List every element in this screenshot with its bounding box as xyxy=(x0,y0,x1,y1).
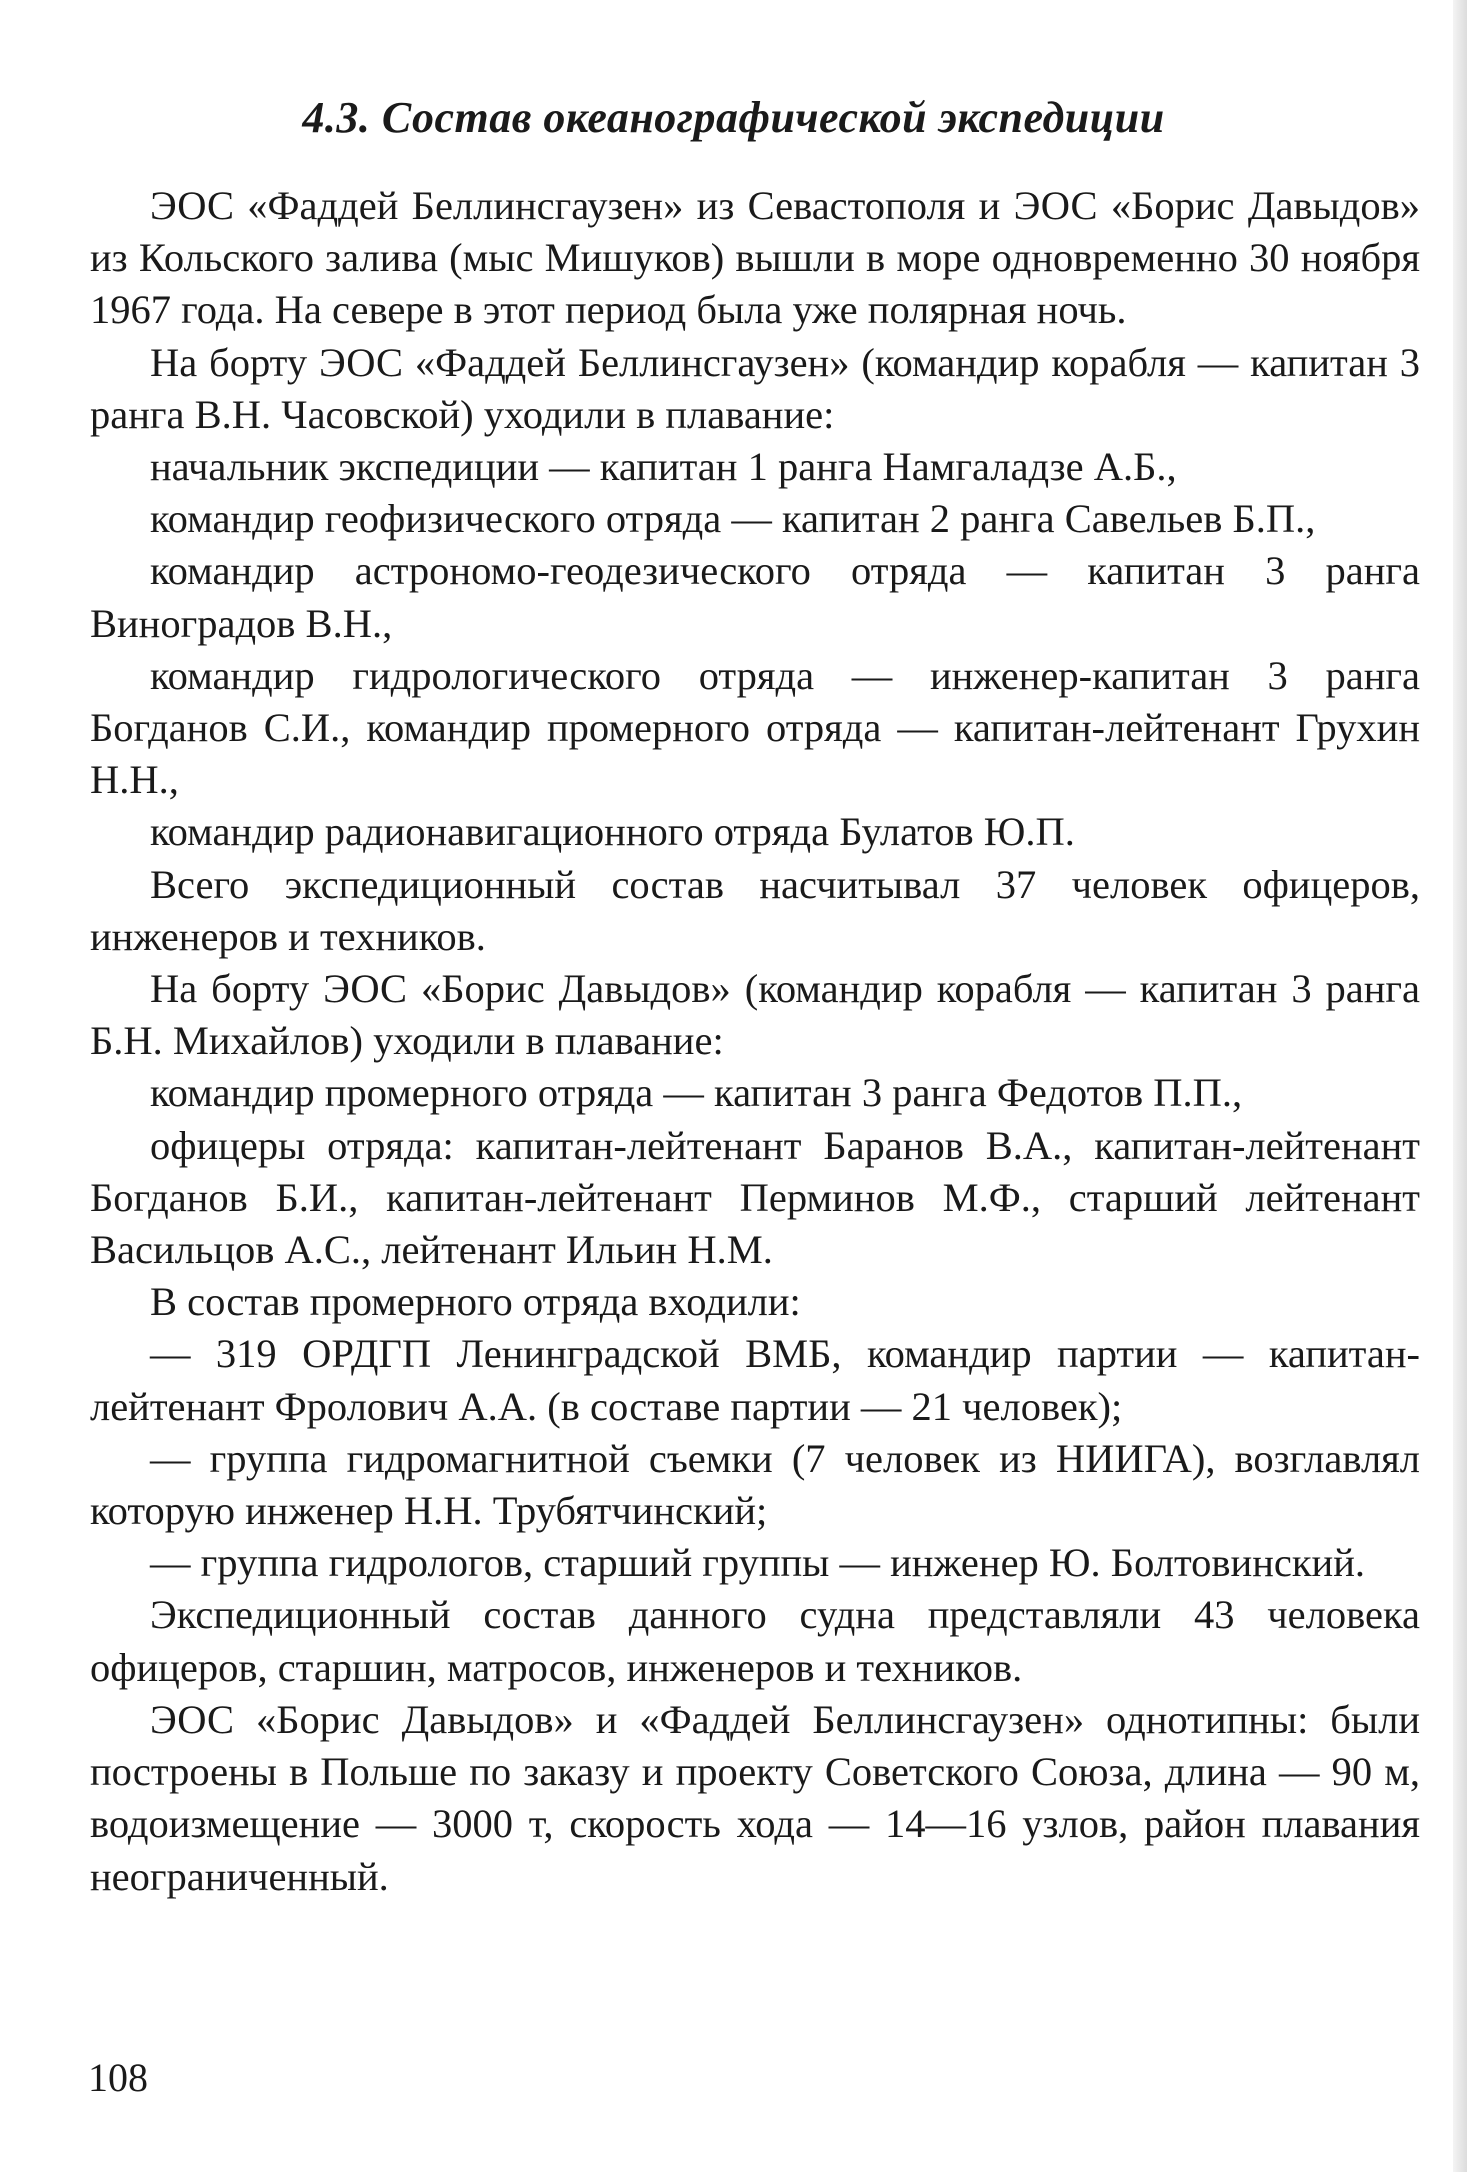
paragraph: — 319 ОРДГП Ленинградской ВМБ, командир партии — капитан-лейтенант Фролович А.А. (в составе партии — 21 человек); xyxy=(90,1331,1420,1429)
body-text xyxy=(90,180,1420,1903)
paragraph: командир гидрологического отряда — инженер-капитан 3 ранга Богданов С.И., командир промерного отряда — капитан-лейтенант Грухин Н.Н., xyxy=(90,652,1420,803)
paragraph: командир астрономо-геодезического отряда — капитан 3 ранга Виноградов В.Н., xyxy=(90,548,1420,646)
paragraph: В состав промерного отряда входили: xyxy=(150,1279,801,1325)
paragraph: На борту ЭОС «Фаддей Беллинсгаузен» (командир корабля — капитан 3 ранга В.Н. Часовской) уходили в плавание: xyxy=(90,339,1420,437)
paragraph: — группа гидромагнитной съемки (7 человек из НИИГА), возглавлял которую инженер Н.Н. Трубятчинский; xyxy=(90,1435,1420,1534)
page-edge xyxy=(1453,0,1467,2172)
paragraph: командир промерного отряда — капитан 3 ранга Федотов П.П., xyxy=(150,1070,1243,1116)
paragraph: ЭОС «Фаддей Беллинсгаузен» из Севастополя и ЭОС «Борис Давыдов» из Кольского залива (мыс Мишуков) вышли в море одновременно 30 ноября 1967 года. На севере в этот период была уже полярная ночь. xyxy=(90,183,1420,333)
paragraph: офицеры отряда: капитан-лейтенант Баранов В.А., капитан-лейтенант Богданов Б.И., капитан-лейтенант Перминов М.Ф., старший лейтенант Васильцов А.С., лейтенант Ильин Н.М. xyxy=(90,1122,1420,1273)
paragraph: Всего экспедиционный состав насчитывал 37 человек офицеров, инженеров и техников. xyxy=(90,861,1420,959)
paragraph: командир геофизического отряда — капитан 2 ранга Савельев Б.П., xyxy=(150,496,1316,542)
paragraph: командир радионавигационного отряда Булатов Ю.П. xyxy=(150,809,1075,855)
paragraph: ЭОС «Борис Давыдов» и «Фаддей Беллинсгаузен» однотипны: были построены в Польше по заказу и проекту Советского Союза, длина — 90 м, водоизмещение — 3000 т, скорость хода — 14—16 узлов, район плавания неограниченный. xyxy=(90,1696,1420,1899)
paragraph: Экспедиционный состав данного судна представляли 43 человека офицеров, старшин, матросов, инженеров и техников. xyxy=(90,1592,1420,1690)
paragraph: начальник экспедиции — капитан 1 ранга Намгаладзе А.Б., xyxy=(150,444,1177,490)
section-title: 4.3. Состав океанографической экспедиции xyxy=(302,93,1165,142)
page-number: 108 xyxy=(88,2055,148,2100)
paragraph: — группа гидрологов, старший группы — инженер Ю. Болтовинский. xyxy=(150,1540,1365,1586)
paragraph: На борту ЭОС «Борис Давыдов» (командир корабля — капитан 3 ранга Б.Н. Михайлов) уходили в плавание: xyxy=(90,966,1420,1064)
